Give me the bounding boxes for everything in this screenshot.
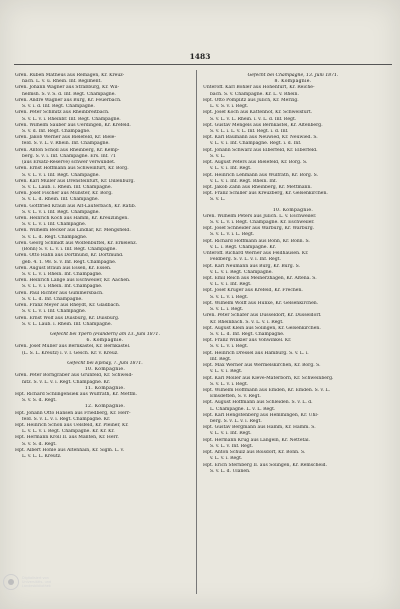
- list-entry: S. v. i. d. Inf. Regt. Champagne.: [22, 104, 95, 110]
- list-entry: Gren. Ernst Hoffmann aus Schweinfurt, Kr. Borg.: [15, 166, 129, 172]
- list-entry: Hpt. Gustav Bergmann aus Hamm, Kr. Hamm. S.: [203, 425, 316, 431]
- list-entry: S. v. L. d. Inf. Champagne.: [22, 296, 83, 302]
- list-entry: S. v. S. d. Regt.: [22, 398, 57, 404]
- list-entry: Gren. Anton Scholl aus Rheinberg, Kr. Kemp-: [15, 147, 120, 153]
- list-entry: L. Champagne. L. v. L. Regt.: [210, 406, 276, 412]
- page-number: 1483: [189, 52, 211, 61]
- list-entry: S. v. L. i. Regt.: [210, 307, 244, 313]
- list-entry: Hpt. Karl Neumann aus Burg, Kr. Burg. S.: [203, 263, 300, 269]
- list-entry: Gren. Heinrich Koch aus Hamm, Kr. Kreuzlingen.: [15, 216, 129, 222]
- list-entry: Hpt. Jakob Zahn aus Rheinberg, Kr. Mettmann.: [203, 184, 312, 190]
- list-entry: Gren. Peter Borngräber aus Grünfeld, Kr. Schweid-: [15, 373, 133, 379]
- section-heading: Gefecht bei Ypern (Flandern) am 13. Juni 1871.: [50, 331, 160, 337]
- list-entry: S. v. L. v. i. Inf. Regt. Champagne.: [22, 172, 100, 178]
- list-entry: S. v. L. v. i. L. Regt.: [210, 232, 255, 238]
- list-entry: Gren. Karl Müller aus Drensteinfurt, Kr. Dillenburg.: [15, 178, 135, 184]
- list-entry: Hpt. Karl Baumann aus Neuwied, Kr. Neuwied. S.: [203, 135, 318, 141]
- list-entry: Hpt. August Klein aus Solingen, Kr. Gelsenkirchen.: [203, 325, 321, 331]
- company-heading: 8. Kompagnie.: [274, 79, 312, 85]
- list-entry: S. v. L. d. Ulanen.: [210, 468, 251, 474]
- list-entry: feld. S. v. L. v. i. Regt. Champagne. Kr.: [22, 416, 111, 422]
- logo-line: Landesbibliothek: [22, 584, 51, 589]
- company-heading: 12. Kompagnie.: [84, 404, 126, 410]
- list-entry: Hpt. Heinrich Lehmann aus Wülfrath, Kr. Borg. S.: [203, 172, 319, 178]
- section-heading: Gefecht bei Epinay, 7. Juni 1871.: [67, 360, 143, 366]
- company-heading: 11. Kompagnie.: [84, 385, 126, 391]
- list-entry: nitz. S. v. L. v. i. Regt. Champagne. Kr.: [22, 379, 111, 385]
- list-entry: Hpt. Richard Schlingensiek aus Wülfrath, Kr. Mettm.: [15, 391, 138, 397]
- list-entry: S. v. L. v. Inf. Regt.: [210, 443, 254, 449]
- list-entry: S. v. L.: [210, 197, 226, 203]
- list-entry: L. v. S. v. i. Regt.: [210, 104, 249, 110]
- left-column: [15, 73, 195, 603]
- logo-line: Universitäts- und: [22, 579, 52, 584]
- list-entry: S. v. d. Inf. Regt. Champagne.: [22, 128, 91, 134]
- list-entry: S. v. L. v. i. Rheinbr. Inf. Regt. Champagne.: [22, 116, 121, 122]
- company-heading: 10. Kompagnie.: [84, 367, 126, 373]
- list-entry: Hpt. Karl Möller aus Kleve-Materborn, Kr. Schweinberg.: [203, 375, 334, 381]
- list-entry: Gren. Georg Schmidt aus Wolfenbüttel, Kr. Erkelenz.: [15, 240, 138, 246]
- list-entry: Hpt. Erich Sternberg II. aus Solingen, Kr. Remscheid.: [203, 462, 328, 468]
- list-entry: (aus Ersatz-Reserve) schwer verwundet.: [22, 160, 116, 166]
- list-entry: S. v. L. v. i. Inf. Regt. Champagne.: [22, 209, 100, 215]
- list-entry: Gren. Ernst Wolf aus Duisburg, Kr. Duisburg.: [15, 315, 120, 321]
- logo-text: [22, 576, 51, 589]
- list-entry: S. v. L. v. i. Regt.: [210, 381, 249, 387]
- right-column: [203, 73, 383, 603]
- column-divider: [196, 70, 197, 594]
- list-entry: Hpt. Heinrich Schön aus Uelsfeld, Kr. Pleiner, Kr.: [15, 423, 129, 429]
- list-entry: S. v. L. v. i. Regt.: [210, 344, 249, 350]
- list-entry: Hpt. Johann Schwarz aus Elberfeld, Kr. Elberfeld.: [203, 147, 318, 153]
- list-entry: v. L. i. Regt. Champagne. Kr.: [210, 244, 276, 250]
- list-entry: Hpt. Josef Krüger aus Krefeld, Kr. Frechen.: [203, 288, 303, 294]
- list-entry: Hpt. Richard Hoffmann aus Bonn, Kr. Bonn. S.: [203, 238, 310, 244]
- list-entry: Hpt. Josef Schneider aus Warburg, Kr. Warburg.: [203, 226, 315, 232]
- list-entry: Hpt. Max Werner aus Wermelskirchen, Kr. Borg. S.: [203, 363, 321, 369]
- list-entry: Hpt. Franz Schiller aus Kreuzberg, Kr. Gelsenkirchen.: [203, 191, 328, 197]
- list-entry: (L. S. L. Kreutz) i. v. l. Gesch. Kr. v. Kreuz.: [22, 350, 119, 356]
- list-entry: berg. S. v. i. Inf. Champagne. Ers. Inf. 71: [22, 153, 116, 159]
- list-entry: Hpt. Hermann Krug aus Langeln, Kr. Nettetal.: [203, 437, 310, 443]
- list-entry: v. L. v. i. Inf. Regt.: [210, 166, 252, 172]
- list-entry: S. v. L. i. L. v. L. Inf. Regt. i. d. Inf.: [210, 128, 289, 134]
- list-entry: Hpt. Hermann Kroll II. aus Manten, Kr. Herr.: [15, 435, 119, 441]
- list-entry: helmsh. S. v. S. d. Inf. Regt. Champagne.: [22, 91, 116, 97]
- list-entry: v. L. v. i. Inf. Champagne. Regt. i. d. Inf.: [210, 141, 302, 147]
- digitization-logo: [3, 567, 67, 597]
- list-entry: Hpt. Wilhelm Hoffmann aus Emden, Kr. Emden. S. v. L.: [203, 387, 330, 393]
- list-entry: Gren. Peter Schäfer aus Düsseldorf, Kr. Düsseldorf.: [203, 313, 322, 319]
- list-entry: Gren. Andre Wagner aus Burg, Kr. Feuerbach.: [15, 97, 122, 103]
- header-rule: [14, 64, 392, 65]
- list-entry: Hpt. Gustav Mengels aus Bernkastel, Kr. Altenberg.: [203, 122, 323, 128]
- list-entry: geb. 4. 1. 98. S. v. Inf. Regt. Champagne.: [22, 259, 117, 265]
- list-entry: bach. S. v. Champagne. Kr. L. v. Rhein.: [210, 91, 299, 97]
- list-entry: S. v. L. v. L. Rhein. i. v. L. d. Inf. Regt.: [210, 116, 297, 122]
- list-entry: Hpt. Wilhelm Wolff aus Hünxe, Kr. Gelsenkirchen.: [203, 300, 319, 306]
- list-entry: Gren. Peter Schmitz aus Rheinbreitbach.: [15, 110, 110, 116]
- list-entry: Gren. August Braun aus Essen, Kr. Essen.: [15, 265, 112, 271]
- list-entry: Hpt. Anton Schulz aus Roisdorf, Kr. Bonn. S.: [203, 450, 306, 456]
- list-entry: S. v. L.: [210, 153, 226, 159]
- list-entry: v. L. v. i. Regt.: [210, 369, 243, 375]
- list-entry: Gren. Heinrich Lange aus Eschweiler, Kr. Aachen.: [15, 278, 131, 284]
- list-entry: Gren. Josef Müller aus Bernkastel, Kr. Bernkastel.: [15, 344, 131, 350]
- list-entry: S. v. L. Laub. i. Rhein. Inf. Champagne.: [22, 321, 112, 327]
- seal-icon: [3, 574, 19, 590]
- list-entry: S. v. L. v. i. Regt. Champagne. Kr. Eschweiler.: [210, 220, 315, 226]
- list-entry: Gren. Johann Wagner aus Straßburg, Kr. Wil-: [15, 85, 120, 91]
- list-entry: S. v. L. d. Regt. Champagne.: [22, 234, 88, 240]
- list-entry: Gren. Otto Hahn aus Dortmund, Kr. Dortmund.: [15, 253, 124, 259]
- list-entry: Hpt. August Peters aus Bielefeld, Kr. Borg. S.: [203, 160, 308, 166]
- list-entry: Hpt. Franz Winkler aus Vohwinkel. Kr.: [203, 338, 292, 344]
- list-entry: Hpt. Otto Pomplitz aus Jülich, Kr. Merzig.: [203, 97, 299, 103]
- company-heading: 10. Kompagnie.: [272, 207, 314, 213]
- list-entry: Feldberg. S. v. L. v. i. Inf. Regt.: [210, 257, 281, 263]
- list-entry: Unteroff. Richard Werner aus Feldhausen. Kr.: [203, 251, 309, 257]
- logo-line: Digitalisiert von: [22, 575, 49, 580]
- list-entry: S. v. S. d. Regt.: [22, 441, 57, 447]
- list-entry: berg. S. v. L. v. i. Regt.: [210, 419, 262, 425]
- list-entry: Hpt. Karl Hengstenberg aus Hemmingen, Kr. Uhl-: [203, 412, 319, 418]
- list-entry: Gren. Paul Richter aus Gummersbach.: [15, 290, 104, 296]
- list-entry: Gren. Jakob Werner aus Bielefeld, Kr. Biele-: [15, 135, 116, 141]
- list-entry: v. L. v. i. Regt. Champagne.: [210, 269, 273, 275]
- section-heading: Gefecht bei Champagne, 13. Juni 1871.: [247, 73, 339, 78]
- list-entry: Hpt. Albert Höhle aus Altenhain, Kr. Sigm. L. v.: [15, 447, 125, 453]
- list-entry: S. v. L. d. Inf. Regt. Champagne.: [210, 331, 285, 337]
- list-entry: Gren. Franz Meyer aus Rheydt, Kr. Gladbach.: [15, 303, 121, 309]
- list-entry: v. L. v. i. Inf. Regt. Rhein. Inf.: [210, 178, 277, 184]
- list-entry: S. v. L. v. i. Inf. Champagne.: [22, 222, 87, 228]
- list-entry: v. L. v. i. Inf. Regt.: [210, 431, 252, 437]
- list-entry: Gren. Josef Fischer aus Münster, Kr. Borg.: [15, 191, 113, 197]
- list-entry: Gren. Gottfried Krauß aus Alt-Lauterbach, Kr. Ratib.: [15, 203, 137, 209]
- list-entry: Emsdetten, S. v. Regt.: [210, 394, 261, 400]
- list-entry: Hpt. Johann Otto Hansen aus Friedberg, Kr. Herr-: [15, 410, 131, 416]
- list-entry: S. v. L. Laub. i. Rhein. Inf. Champagne.: [22, 184, 112, 190]
- list-entry: feld. S. v. L. v. Rhein. Inf. Champagne.: [22, 141, 110, 147]
- list-entry: v. L. v. i. Inf. Regt.: [210, 282, 252, 288]
- list-entry: Gren. Ruben Matheus aus Remagen, Kr. Kreuz-: [15, 73, 125, 78]
- list-entry: Hpt. Emil Reich aus Meinerzhagen, Kr. Altena. S.: [203, 276, 317, 281]
- list-entry: S. v. L. v. i. Regt.: [210, 294, 249, 300]
- list-entry: S. v. L. v. i. Rhein. Inf. Champagne.: [22, 284, 103, 290]
- list-entry: Inf. Regt.: [210, 356, 232, 362]
- list-entry: L. v. L. v. i. Regt. Champagne. Kr. Kr. Kr.: [22, 429, 115, 435]
- list-entry: (Bonn) S. v. L. v. i. Inf. Regt. Champagne.: [22, 247, 117, 253]
- list-entry: v. L. v. i. Regt.: [210, 456, 243, 462]
- company-heading: 6. Kompagnie.: [86, 338, 124, 344]
- list-entry: L. v. L. L. Kreutz.: [22, 454, 62, 460]
- list-entry: Unteroff. Karl Böhler aus Hohenfurt, Kr. Reiche-: [203, 85, 315, 91]
- list-entry: Gren. Wilhelm Becker aus Lindlar, Kr. Mengsfield.: [15, 228, 131, 234]
- list-entry: S. v. L. v. i. Inf. Champagne.: [22, 309, 87, 315]
- list-entry: S. v. L. v. i. Rhein. Inf. Champagne.: [22, 272, 103, 277]
- list-entry: Hpt. Heinrich Dressel aus Hamburg. S. v. L. i.: [203, 350, 309, 356]
- list-entry: Kr. Rheinbach. S. v. L. v. i. Regt.: [210, 319, 284, 325]
- list-entry: Hpt. August Hoffmann aus Schleiden. S. v. L. d.: [203, 400, 313, 406]
- list-entry: Hpt. Josef Koch aus Kattenhof, Kr. Schwelsfurt.: [203, 110, 313, 116]
- list-entry: nach. L. v. u. Rhein. Inf. Regiment.: [22, 79, 102, 85]
- list-entry: S. v. L. d. Rhein. Inf. Champagne.: [22, 197, 99, 203]
- list-entry: Gren. Wilhelm Peters aus Jülich. L. v. Eschweiler.: [203, 213, 317, 219]
- list-entry: Gren. Wilhelm Sauber aus Uerdingen, Kr. Krefeld.: [15, 122, 131, 128]
